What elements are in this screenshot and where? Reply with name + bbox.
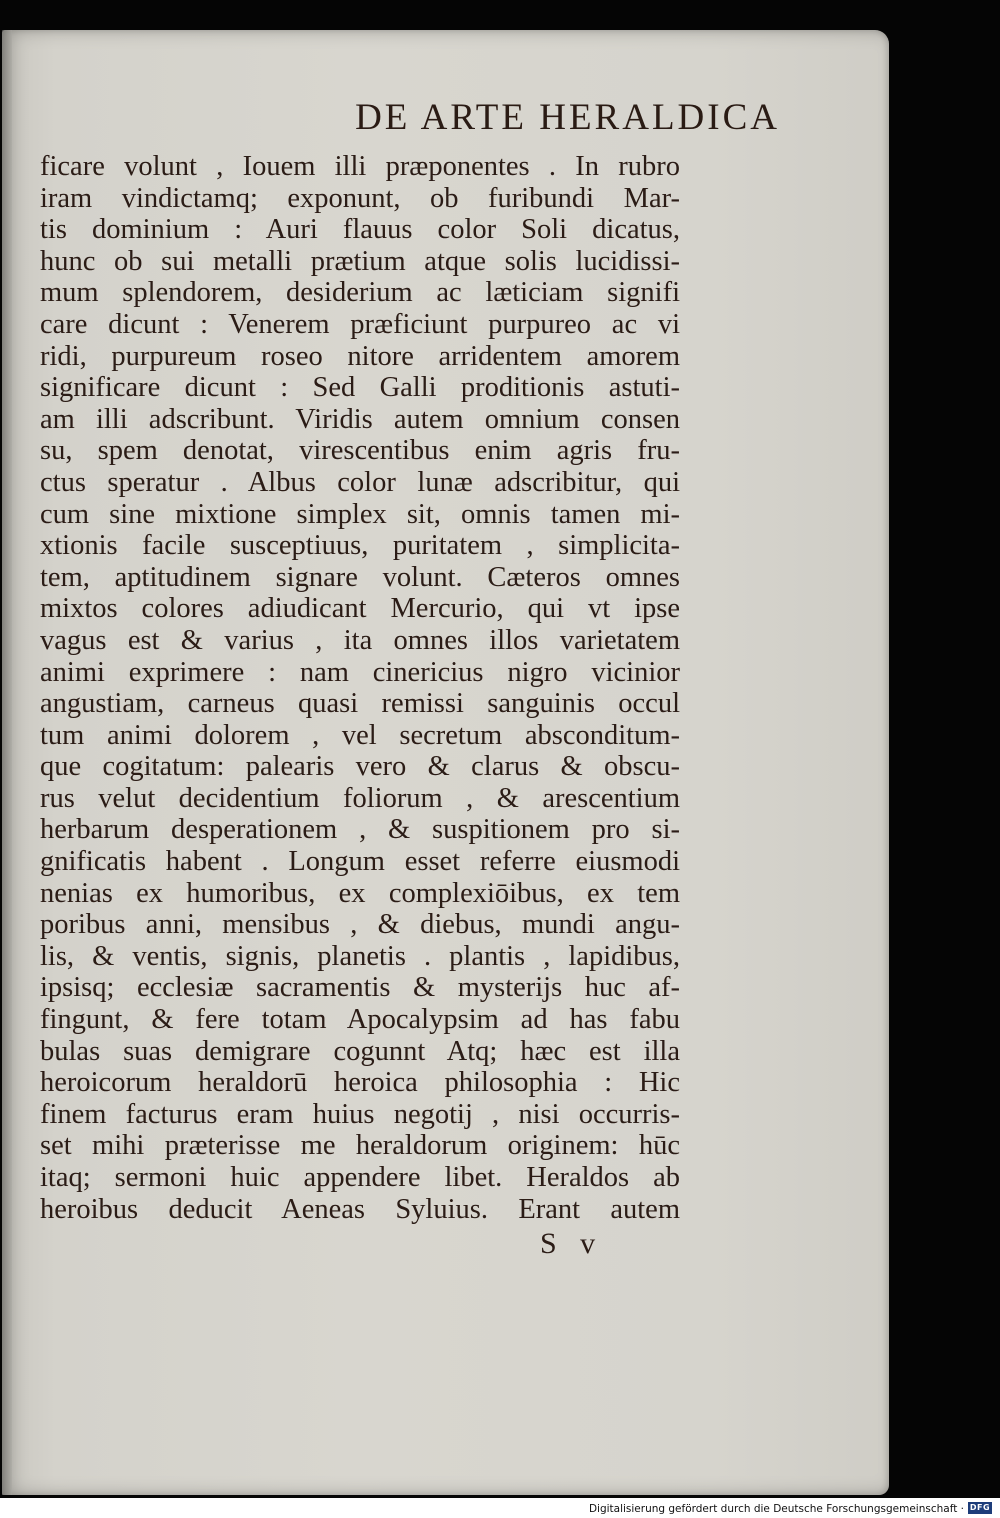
text-line: tum animi dolorem , vel secretum absconditum- [40, 719, 680, 751]
text-line: hunc ob sui metalli prætium atque solis lucidissi- [40, 245, 680, 277]
text-line: mixtos colores adiudicant Mercurio, qui vt ipse [40, 593, 680, 625]
text-line: tis dominium : Auri flauus color Soli dicatus, [40, 214, 680, 246]
text-line: ficare volunt , Iouem illi præponentes . In rubro [40, 151, 680, 182]
text-line: bulas suas demigrare cogunnt Atq; hæc est illa [40, 1035, 680, 1067]
text-line: significare dicunt : Sed Galli proditionis astuti- [40, 372, 680, 404]
page-gutter-shadow [2, 30, 12, 1495]
text-line: xtionis facile susceptiuus, puritatem , simplicita- [40, 530, 680, 562]
text-line: animi exprimere : nam cinericius nigro vicinior [40, 656, 680, 688]
text-line: heroibus deducit Aeneas Syluius. Erant autem [40, 1193, 680, 1225]
body-text [40, 151, 680, 1225]
text-line: care dicunt : Venerem præficiunt purpureo ac vi [40, 308, 680, 340]
dfg-logo-icon: DFG [969, 1503, 991, 1512]
running-head: DE ARTE HERALDICA [355, 97, 780, 138]
text-line: mum splendorem, desiderium ac læticiam signifi [40, 277, 680, 309]
text-line: set mihi præterisse me heraldorum originem: hūc [40, 1130, 680, 1162]
text-line: poribus anni, mensibus , & diebus, mundi angu- [40, 909, 680, 941]
text-line: vagus est & varius , ita omnes illos varietatem [40, 624, 680, 656]
text-line: cum sine mixtione simplex sit, omnis tamen mi- [40, 498, 680, 530]
text-line: ipsisq; ecclesiæ sacramentis & mysterijs huc af- [40, 972, 680, 1004]
text-line: tem, aptitudinem signare volunt. Cæteros omnes [40, 561, 680, 593]
signature-mark: S v [540, 1227, 604, 1260]
text-line: angustiam, carneus quasi remissi sanguinis occul [40, 688, 680, 720]
text-line: iram vindictamq; exponunt, ob furibundi Mar- [40, 182, 680, 214]
text-line: rus velut decidentium foliorum , & arescentium [40, 782, 680, 814]
text-line: gnificatis habent . Longum esset referre eiusmodi [40, 846, 680, 878]
text-line: finem facturus eram huius negotij , nisi occurris- [40, 1098, 680, 1130]
text-line: que cogitatum: palearis vero & clarus & obscu- [40, 751, 680, 783]
text-line: su, spem denotat, virescentibus enim agris fru- [40, 435, 680, 467]
text-line: heroicorum heraldorū heroica philosophia : Hic [40, 1067, 680, 1099]
text-line: lis, & ventis, signis, planetis . plantis , lapidibus, [40, 940, 680, 972]
text-line: itaq; sermoni huic appendere libet. Heraldos ab [40, 1162, 680, 1193]
text-line: ctus speratur . Albus color lunæ adscribitur, qui [40, 466, 680, 498]
text-line: am illi adscribunt. Viridis autem omnium consen [40, 403, 680, 435]
text-line: ridi, purpureum roseo nitore arridentem amorem [40, 340, 680, 372]
text-line: nenias ex humoribus, ex complexiōibus, ex tem [40, 877, 680, 909]
funding-note: Digitalisierung gefördert durch die Deutsche Forschungsgemeinschaft · [588, 1503, 964, 1515]
text-line: herbarum desperationem , & suspitionem pro si- [40, 814, 680, 846]
text-line: fingunt, & fere totam Apocalypsim ad has fabu [40, 1004, 680, 1036]
